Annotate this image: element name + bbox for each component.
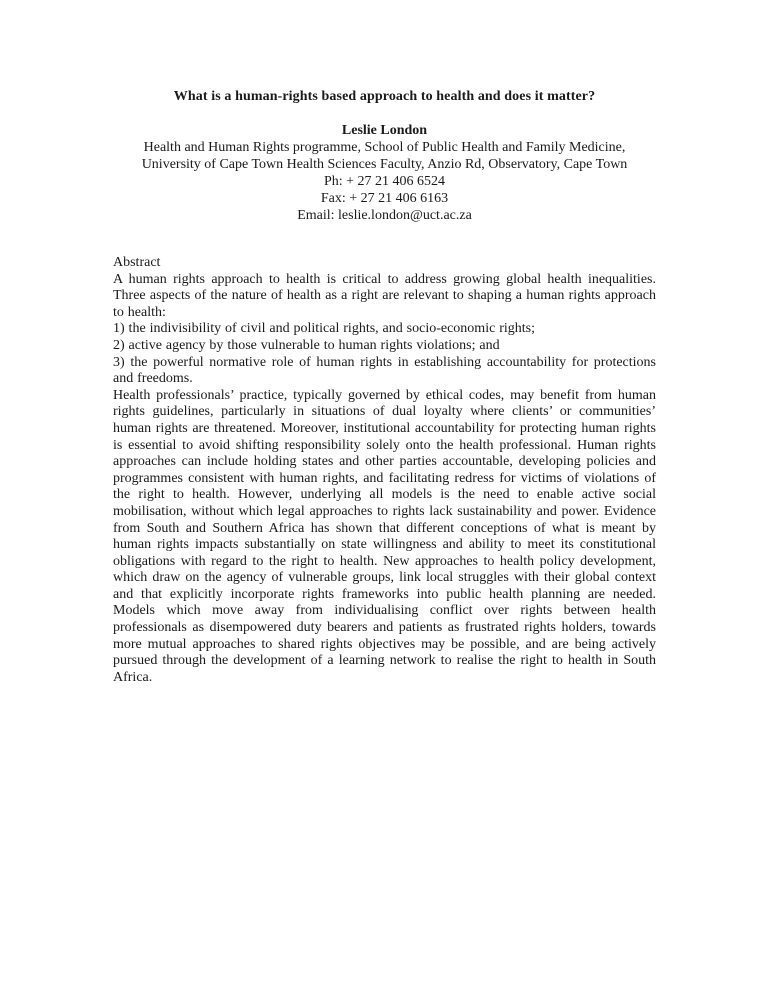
- abstract-body-paragraph: Health professionals’ practice, typically governed by ethical codes, may benefit from human rights guidelines, particularly in situations of dual loyalty where clients’ or communities’ human rights are threatened. Moreover, institutional accountability for protecting human rights is essential to avoid shifting responsibility solely onto the health professional. Human rights approaches can include holding states and other parties accountable, developing policies and programmes consistent with human rights, and facilitating redress for victims of violations of the right to health. However, underlying all models is the need to enable active social mobilisation, without which legal approaches to rights lack sustainability and power. Evidence from South and Southern Africa has shown that different conceptions of what is meant by human rights impacts substantially on state willingness and ability to meet its constitutional obligations with regard to the right to health. New approaches to health policy development, which draw on the agency of vulnerable groups, link local struggles with their global context and that explicitly incorporate rights frameworks into public health planning are needed. Models which move away from individualising conflict over rights between health professionals as disempowered duty bearers and patients as frustrated rights holders, towards more mutual approaches to shared rights objectives may be possible, and are being actively pursued through the development of a learning network to realise the right to health in South Africa.: [113, 387, 656, 685]
- abstract-list-item-1: 1) the indivisibility of civil and political rights, and socio-economic rights;: [113, 321, 535, 337]
- abstract-list-item-2: 2) active agency by those vulnerable to human rights violations; and: [113, 337, 500, 353]
- fax-line: Fax: + 27 21 406 6163: [320, 191, 449, 206]
- author-name: Leslie London: [341, 123, 428, 138]
- abstract-intro-paragraph: A human rights approach to health is critical to address growing global health inequalities. Three aspects of the nature of health as a right are relevant to shaping a human rights approach to health:: [113, 271, 656, 320]
- affiliation-line-1: Health and Human Rights programme, School of Public Health and Family Medicine,: [143, 140, 626, 155]
- affiliation-line-2: University of Cape Town Health Sciences Faculty, Anzio Rd, Observatory, Cape Town: [141, 157, 628, 172]
- abstract-list-item-3: 3) the powerful normative role of human rights in establishing accountability for protections and freedoms.: [113, 354, 656, 387]
- abstract-section: [113, 255, 656, 686]
- paper-title: What is a human-rights based approach to health and does it matter?: [173, 89, 596, 104]
- email-line: Email: leslie.london@uct.ac.za: [297, 208, 472, 223]
- abstract-heading: Abstract: [113, 255, 161, 270]
- phone-line: Ph: + 27 21 406 6524: [323, 174, 446, 189]
